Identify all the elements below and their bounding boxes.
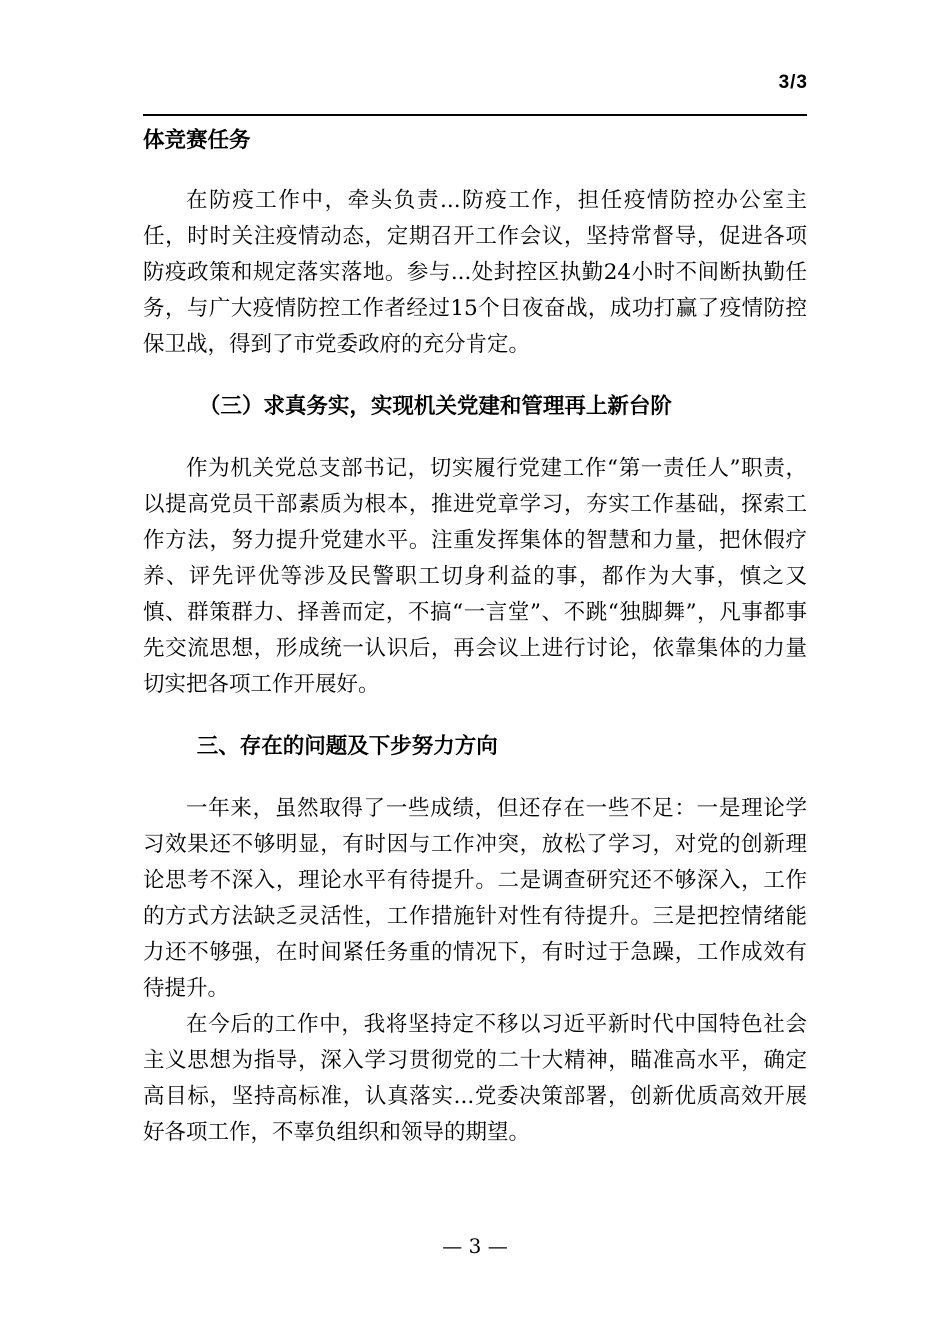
paragraph-future: 在今后的工作中，我将坚持定不移以习近平新时代中国特色社会主义思想为指导，深入学习贯彻党的二十大精神，瞄准高水平，确定高目标，坚持高标准，认真落实...党委决策部署，创新优质高效开展好各项工作，不辜负组织和领导的期望。	[143, 1012, 807, 1145]
page-indicator: 3/3	[778, 72, 808, 93]
section-heading-problems: 三、存在的问题及下步努力方向	[196, 734, 498, 759]
document-body	[143, 118, 807, 1151]
paragraph-party-building: 作为机关党总支部书记，切实履行党建工作“第一责任人”职责，以提高党员干部素质为根本，推进党章学习，夯实工作基础，探索工作方法，努力提升党建水平。注重发挥集体的智慧和力量，把休假疗养、评先评优等涉及民警职工切身利益的事，都作为大事，慎之又慎、群策群力、择善而定，不搞“一言堂”、不跳“独脚舞”，凡事都事先交流思想，形成统一认识后，再会议上进行讨论，依靠集体的力量切实把各项工作开展好。	[143, 456, 807, 697]
subheading-three: （三）求真务实，实现机关党建和管理再上新台阶	[198, 394, 672, 419]
paragraph-problems: 一年来，虽然取得了一些成绩，但还存在一些不足：一是理论学习效果还不够明显，有时因与工作冲突，放松了学习，对党的创新理论思考不深入，理论水平有待提升。二是调查研究还不够深入，工作的方式方法缺乏灵活性，工作措施针对性有待提升。三是把控情绪能力还不够强，在时间紧任务重的情况下，有时过于急躁，工作成效有待提升。	[143, 796, 807, 1001]
header-rule	[143, 114, 807, 116]
paragraph-epidemic: 在防疫工作中，牵头负责...防疫工作，担任疫情防控办公室主任，时时关注疫情动态，定期召开工作会议，坚持常督导，促进各项防疫政策和规定落实落地。参与...处封控区执勤24小时不间断执勤任务，与广大疫情防控工作者经过15个日夜奋战，成功打赢了疫情防控保卫战，得到了市党委政府的充分肯定。	[143, 188, 807, 357]
footer-page-number: — 3 —	[442, 1234, 508, 1258]
continued-heading: 体竞赛任务	[143, 128, 251, 153]
